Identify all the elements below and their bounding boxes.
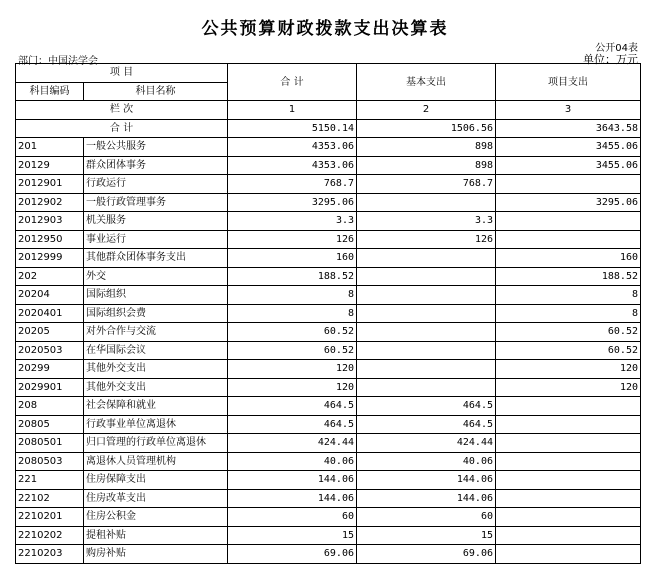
row-name: 在华国际会议 xyxy=(84,341,228,360)
table-row xyxy=(16,452,641,471)
row-name: 住房改革支出 xyxy=(84,489,228,508)
table-row xyxy=(16,304,641,323)
row-total: 60.52 xyxy=(228,323,357,342)
row-code: 2012950 xyxy=(16,230,84,249)
row-project xyxy=(496,545,641,564)
row-code: 20205 xyxy=(16,323,84,342)
row-basic: 424.44 xyxy=(357,434,496,453)
row-project xyxy=(496,471,641,490)
form-number: 公开04表 xyxy=(595,43,638,54)
row-project xyxy=(496,415,641,434)
row-name: 国际组织 xyxy=(84,286,228,305)
row-project: 3455.06 xyxy=(496,156,641,175)
row-name: 行政事业单位离退休 xyxy=(84,415,228,434)
summary-basic: 1506.56 xyxy=(357,119,496,138)
row-code: 2210202 xyxy=(16,526,84,545)
row-project: 120 xyxy=(496,378,641,397)
table-row xyxy=(16,378,641,397)
page-title: 公共预算财政拨款支出决算表 xyxy=(201,19,449,39)
row-project: 60.52 xyxy=(496,341,641,360)
row-code: 2020401 xyxy=(16,304,84,323)
row-total: 126 xyxy=(228,230,357,249)
row-total: 8 xyxy=(228,304,357,323)
row-project: 3295.06 xyxy=(496,193,641,212)
row-total: 4353.06 xyxy=(228,138,357,157)
row-total: 188.52 xyxy=(228,267,357,286)
row-project xyxy=(496,508,641,527)
row-basic xyxy=(357,267,496,286)
row-name: 住房保障支出 xyxy=(84,471,228,490)
row-code: 20299 xyxy=(16,360,84,379)
row-name: 一般公共服务 xyxy=(84,138,228,157)
row-basic xyxy=(357,304,496,323)
row-total: 60 xyxy=(228,508,357,527)
row-name: 其他外交支出 xyxy=(84,378,228,397)
row-name: 离退休人员管理机构 xyxy=(84,452,228,471)
row-basic: 898 xyxy=(357,156,496,175)
summary-label: 合 计 xyxy=(16,119,228,138)
table-row xyxy=(16,341,641,360)
row-total: 120 xyxy=(228,360,357,379)
row-project xyxy=(496,434,641,453)
row-code: 2210201 xyxy=(16,508,84,527)
row-basic: 464.5 xyxy=(357,397,496,416)
row-project: 160 xyxy=(496,249,641,268)
row-total: 144.06 xyxy=(228,489,357,508)
table-row xyxy=(16,175,641,194)
summary-total: 5150.14 xyxy=(228,119,357,138)
row-name: 外交 xyxy=(84,267,228,286)
row-basic xyxy=(357,360,496,379)
row-name: 其他群众团体事务支出 xyxy=(84,249,228,268)
header-project: 项目支出 xyxy=(496,64,641,101)
row-total: 160 xyxy=(228,249,357,268)
table-row xyxy=(16,323,641,342)
row-basic xyxy=(357,323,496,342)
row-basic: 464.5 xyxy=(357,415,496,434)
row-project xyxy=(496,452,641,471)
row-basic xyxy=(357,378,496,397)
row-code: 20129 xyxy=(16,156,84,175)
row-project xyxy=(496,489,641,508)
row-project: 120 xyxy=(496,360,641,379)
row-basic xyxy=(357,286,496,305)
row-total: 69.06 xyxy=(228,545,357,564)
row-code: 208 xyxy=(16,397,84,416)
department-label: 部门：中国法学会 xyxy=(18,56,98,67)
column-number-2: 2 xyxy=(357,101,496,120)
table-row xyxy=(16,508,641,527)
header-total: 合 计 xyxy=(228,64,357,101)
row-name: 其他外交支出 xyxy=(84,360,228,379)
header-name: 科目名称 xyxy=(84,82,228,101)
row-total: 120 xyxy=(228,378,357,397)
table-row xyxy=(16,138,641,157)
row-code: 20204 xyxy=(16,286,84,305)
row-code: 2029901 xyxy=(16,378,84,397)
row-basic: 144.06 xyxy=(357,489,496,508)
table-row xyxy=(16,156,641,175)
row-project: 8 xyxy=(496,286,641,305)
row-code: 22102 xyxy=(16,489,84,508)
table-row xyxy=(16,434,641,453)
row-name: 国际组织会费 xyxy=(84,304,228,323)
row-code: 2012903 xyxy=(16,212,84,231)
row-total: 3295.06 xyxy=(228,193,357,212)
table-row xyxy=(16,471,641,490)
row-name: 对外合作与交流 xyxy=(84,323,228,342)
table-row xyxy=(16,249,641,268)
row-total: 464.5 xyxy=(228,397,357,416)
row-basic xyxy=(357,341,496,360)
row-basic: 3.3 xyxy=(357,212,496,231)
row-basic: 768.7 xyxy=(357,175,496,194)
row-project xyxy=(496,212,641,231)
row-name: 购房补贴 xyxy=(84,545,228,564)
summary-project: 3643.58 xyxy=(496,119,641,138)
row-total: 4353.06 xyxy=(228,156,357,175)
row-total: 424.44 xyxy=(228,434,357,453)
row-name: 机关服务 xyxy=(84,212,228,231)
row-basic xyxy=(357,249,496,268)
row-name: 住房公积金 xyxy=(84,508,228,527)
row-code: 2012901 xyxy=(16,175,84,194)
row-total: 15 xyxy=(228,526,357,545)
row-code: 2012902 xyxy=(16,193,84,212)
row-name: 社会保障和就业 xyxy=(84,397,228,416)
table-row xyxy=(16,397,641,416)
row-basic: 60 xyxy=(357,508,496,527)
table-row xyxy=(16,267,641,286)
row-basic: 144.06 xyxy=(357,471,496,490)
table-row xyxy=(16,545,641,564)
row-total: 144.06 xyxy=(228,471,357,490)
table-row xyxy=(16,360,641,379)
row-code: 202 xyxy=(16,267,84,286)
table-row xyxy=(16,526,641,545)
row-basic: 898 xyxy=(357,138,496,157)
row-basic: 15 xyxy=(357,526,496,545)
row-total: 8 xyxy=(228,286,357,305)
row-name: 提租补贴 xyxy=(84,526,228,545)
row-code: 201 xyxy=(16,138,84,157)
row-project xyxy=(496,175,641,194)
table-row xyxy=(16,212,641,231)
table-row xyxy=(16,286,641,305)
column-number-1: 1 xyxy=(228,101,357,120)
row-code: 2080501 xyxy=(16,434,84,453)
row-name: 群众团体事务 xyxy=(84,156,228,175)
row-total: 464.5 xyxy=(228,415,357,434)
row-total: 60.52 xyxy=(228,341,357,360)
row-project xyxy=(496,230,641,249)
row-total: 768.7 xyxy=(228,175,357,194)
row-basic: 40.06 xyxy=(357,452,496,471)
row-project: 188.52 xyxy=(496,267,641,286)
row-project: 8 xyxy=(496,304,641,323)
header-basic: 基本支出 xyxy=(357,64,496,101)
header-item: 项 目 xyxy=(16,64,228,83)
table-row xyxy=(16,230,641,249)
header-column-label: 栏 次 xyxy=(16,101,228,120)
row-code: 2020503 xyxy=(16,341,84,360)
row-project: 60.52 xyxy=(496,323,641,342)
row-code: 2080503 xyxy=(16,452,84,471)
row-name: 行政运行 xyxy=(84,175,228,194)
row-code: 20805 xyxy=(16,415,84,434)
table-row xyxy=(16,415,641,434)
row-project xyxy=(496,526,641,545)
row-basic xyxy=(357,193,496,212)
row-total: 40.06 xyxy=(228,452,357,471)
row-code: 2210203 xyxy=(16,545,84,564)
row-basic: 126 xyxy=(357,230,496,249)
row-name: 一般行政管理事务 xyxy=(84,193,228,212)
row-project: 3455.06 xyxy=(496,138,641,157)
row-basic: 69.06 xyxy=(357,545,496,564)
table-row xyxy=(16,193,641,212)
column-number-3: 3 xyxy=(496,101,641,120)
row-project xyxy=(496,397,641,416)
expenditure-table xyxy=(15,63,641,564)
row-total: 3.3 xyxy=(228,212,357,231)
row-code: 221 xyxy=(16,471,84,490)
row-code: 2012999 xyxy=(16,249,84,268)
table-row xyxy=(16,489,641,508)
header-code: 科目编码 xyxy=(16,82,84,101)
row-name: 归口管理的行政单位离退休 xyxy=(84,434,228,453)
row-name: 事业运行 xyxy=(84,230,228,249)
unit-label: 单位：万元 xyxy=(583,53,638,66)
